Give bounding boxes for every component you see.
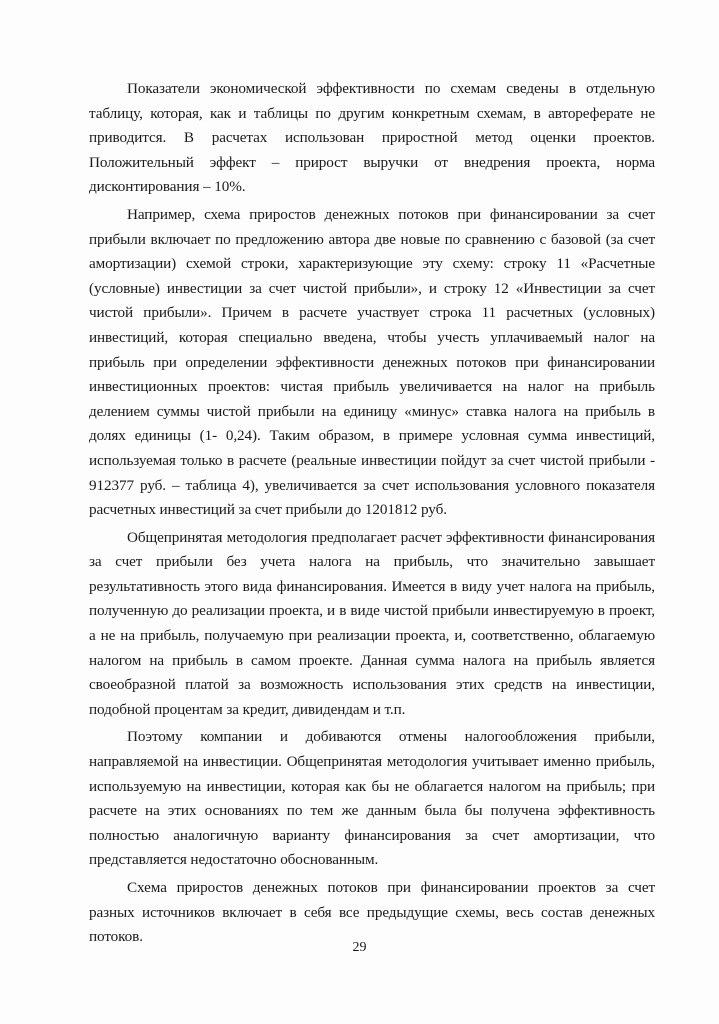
body-text [89,77,655,953]
paragraph-4: Поэтому компании и добиваются отмены налогообложения прибыли, направляемой на инвестиции. Общепринятая методология учитывает именно прибыль, используемую на инвестиции, которая как бы не облагается налогом на прибыль; при расчете на этих основаниях по тем же данным была бы получена эффективность полностью аналогичную варианту финансирования за счет амортизации, что представляется недостаточно обоснованным. [89,728,655,869]
paragraph-1: Показатели экономической эффективности по схемам сведены в отдельную таблицу, которая, как и таблицы по другим конкретным схемам, в автореферате не приводится. В расчетах использован приростной метод оценки проектов. Положительный эффект – прирост выручки от внедрения проекта, норма дисконтирования – 10%. [89,80,655,196]
paragraph-5: Схема приростов денежных потоков при финансировании проектов за счет разных источников включает в себя все предыдущие схемы, весь состав денежных потоков. [89,879,655,946]
paragraph-2: Например, схема приростов денежных потоков при финансировании за счет прибыли включает по предложению автора две новые по сравнению с базовой (за счет амортизации) схемой строки, характеризующие эту схему: строку 11 «Расчетные (условные) инвестиции за счет чистой прибыли», и строку 12 «Инвестиции за счет чистой прибыли». Причем в расчете участвует строка 11 расчетных (условных) инвестиций, которая специально введена, чтобы учесть уплачиваемый налог на прибыль при определении эффективности денежных потоков при финансировании инвестиционных проектов: чистая прибыль увеличивается на налог на прибыль делением суммы чистой прибыли на единицу «минус» ставка налога на прибыль в долях единицы (1- 0,24). Таким образом, в примере условная сумма инвестиций, используемая только в расчете (реальные инвестиции пойдут за счет чистой прибыли - 912377 руб. – таблица 4), увеличивается за счет использования условного показателя расчетных инвестиций за счет прибыли до 1201812 руб. [89,205,655,519]
paragraph-3: Общепринятая методология предполагает расчет эффективности финансирования за счет прибыли без учета налога на прибыль, что значительно завышает результативность этого вида финансирования. Имеется в виду учет налога на прибыль, полученную до реализации проекта, и в виде чистой прибыли инвестируемую в проект, а не на прибыль, получаемую при реализации проекта, и, соответственно, облагаемую налогом на прибыль в самом проекте. Данная сумма налога на прибыль является своеобразной платой за возможность использования этих средств на инвестиции, подобной процентам за кредит, дивидендам и т.п. [89,528,655,718]
page-number: 29 [352,940,367,955]
